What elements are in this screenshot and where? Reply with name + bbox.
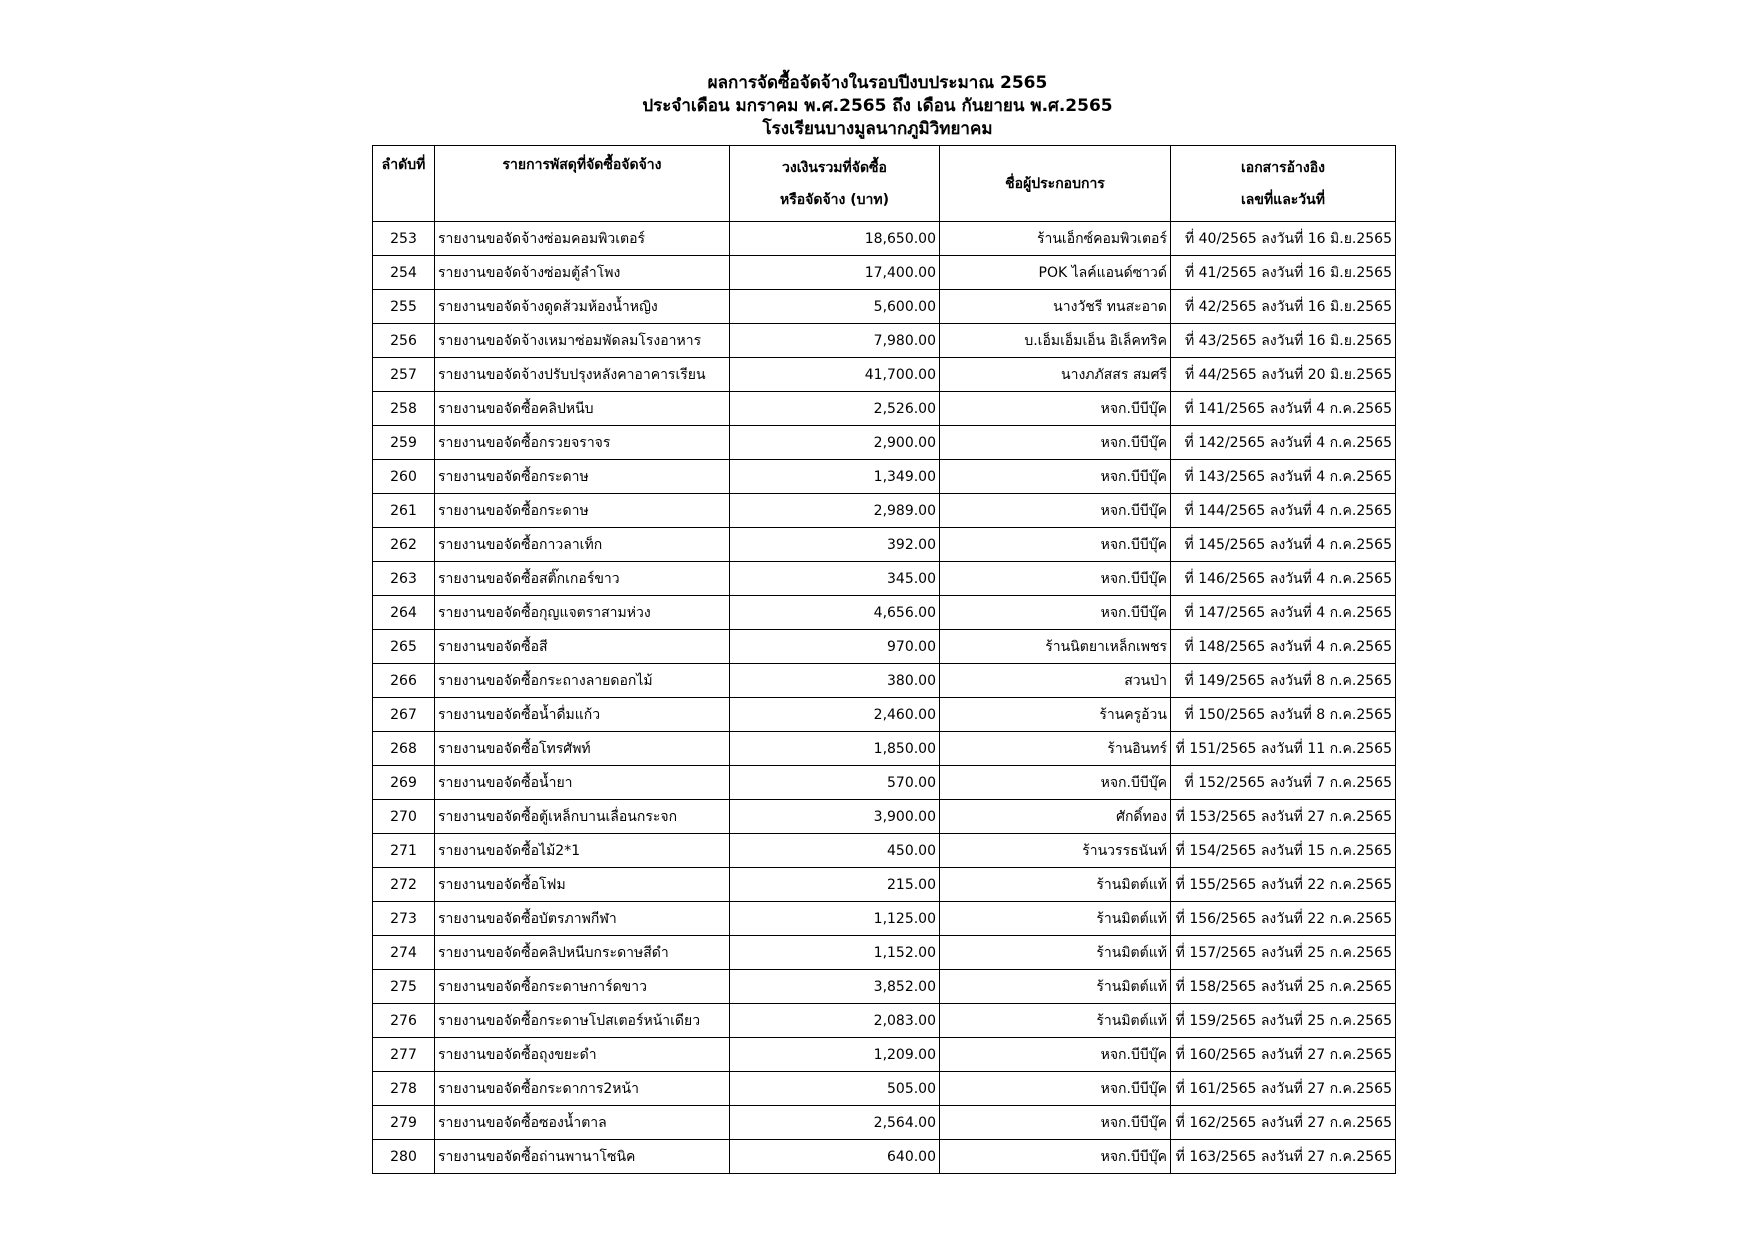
cell-vendor: นางวัชรี ทนสะอาด: [940, 290, 1171, 324]
table-row: [373, 494, 1396, 528]
cell-amount: 2,460.00: [730, 698, 940, 732]
table-row: [373, 1004, 1396, 1038]
cell-no: 264: [373, 596, 435, 630]
cell-no: 259: [373, 426, 435, 460]
cell-no: 272: [373, 868, 435, 902]
cell-item: รายงานขอจัดซื้อคลิปหนีบ: [435, 392, 730, 426]
table-row: [373, 732, 1396, 766]
header-no: ลำดับที่: [373, 146, 435, 222]
table-row: [373, 358, 1396, 392]
cell-item: รายงานขอจัดซื้อกรวยจราจร: [435, 426, 730, 460]
table-row: [373, 1038, 1396, 1072]
cell-item: รายงานขอจัดซื้อกระดาษการ์ดขาว: [435, 970, 730, 1004]
cell-reference: ที่ 156/2565 ลงวันที่ 22 ก.ค.2565: [1171, 902, 1396, 936]
table-row: [373, 324, 1396, 358]
cell-reference: ที่ 159/2565 ลงวันที่ 25 ก.ค.2565: [1171, 1004, 1396, 1038]
cell-reference: ที่ 148/2565 ลงวันที่ 4 ก.ค.2565: [1171, 630, 1396, 664]
header-vendor: ชื่อผู้ประกอบการ: [940, 146, 1171, 222]
cell-no: 269: [373, 766, 435, 800]
cell-no: 267: [373, 698, 435, 732]
cell-item: รายงานขอจัดซื้อกระดาษ: [435, 460, 730, 494]
cell-vendor: สวนป่า: [940, 664, 1171, 698]
cell-no: 274: [373, 936, 435, 970]
cell-reference: ที่ 151/2565 ลงวันที่ 11 ก.ค.2565: [1171, 732, 1396, 766]
cell-vendor: หจก.บีบีบุ๊ค: [940, 494, 1171, 528]
table-row: [373, 868, 1396, 902]
table-row: [373, 664, 1396, 698]
cell-reference: ที่ 162/2565 ลงวันที่ 27 ก.ค.2565: [1171, 1106, 1396, 1140]
cell-reference: ที่ 150/2565 ลงวันที่ 8 ก.ค.2565: [1171, 698, 1396, 732]
cell-item: รายงานขอจัดซื้อถ่านพานาโซนิค: [435, 1140, 730, 1174]
cell-vendor: POK ไลค์แอนด์ซาวด์: [940, 256, 1171, 290]
table-row: [373, 1072, 1396, 1106]
cell-item: รายงานขอจัดซื้อโทรศัพท์: [435, 732, 730, 766]
table-row: [373, 256, 1396, 290]
cell-reference: ที่ 160/2565 ลงวันที่ 27 ก.ค.2565: [1171, 1038, 1396, 1072]
cell-amount: 392.00: [730, 528, 940, 562]
cell-amount: 1,125.00: [730, 902, 940, 936]
cell-amount: 345.00: [730, 562, 940, 596]
cell-reference: ที่ 146/2565 ลงวันที่ 4 ก.ค.2565: [1171, 562, 1396, 596]
cell-amount: 505.00: [730, 1072, 940, 1106]
cell-amount: 2,989.00: [730, 494, 940, 528]
cell-no: 273: [373, 902, 435, 936]
cell-reference: ที่ 163/2565 ลงวันที่ 27 ก.ค.2565: [1171, 1140, 1396, 1174]
cell-no: 266: [373, 664, 435, 698]
cell-amount: 215.00: [730, 868, 940, 902]
cell-vendor: หจก.บีบีบุ๊ค: [940, 460, 1171, 494]
cell-reference: ที่ 43/2565 ลงวันที่ 16 มิ.ย.2565: [1171, 324, 1396, 358]
cell-amount: 1,850.00: [730, 732, 940, 766]
cell-amount: 7,980.00: [730, 324, 940, 358]
cell-vendor: หจก.บีบีบุ๊ค: [940, 1106, 1171, 1140]
cell-reference: ที่ 142/2565 ลงวันที่ 4 ก.ค.2565: [1171, 426, 1396, 460]
cell-vendor: หจก.บีบีบุ๊ค: [940, 426, 1171, 460]
cell-vendor: ร้านมิตต์แท้: [940, 936, 1171, 970]
table-row: [373, 596, 1396, 630]
cell-item: รายงานขอจัดซื้อกระดาการ2หน้า: [435, 1072, 730, 1106]
cell-item: รายงานขอจัดซื้อกระถางลายดอกไม้: [435, 664, 730, 698]
header-amount-line-1: วงเงินรวมที่จัดซื้อ: [782, 159, 887, 176]
cell-amount: 17,400.00: [730, 256, 940, 290]
cell-vendor: หจก.บีบีบุ๊ค: [940, 562, 1171, 596]
table-row: [373, 528, 1396, 562]
cell-vendor: นางภภัสสร สมศรี: [940, 358, 1171, 392]
cell-item: รายงานขอจัดซื้อบัตรภาพกีฬา: [435, 902, 730, 936]
cell-no: 255: [373, 290, 435, 324]
cell-vendor: ร้านมิตต์แท้: [940, 902, 1171, 936]
cell-amount: 2,083.00: [730, 1004, 940, 1038]
cell-vendor: หจก.บีบีบุ๊ค: [940, 766, 1171, 800]
cell-no: 256: [373, 324, 435, 358]
cell-reference: ที่ 157/2565 ลงวันที่ 25 ก.ค.2565: [1171, 936, 1396, 970]
cell-item: รายงานขอจัดซื้อกระดาษโปสเตอร์หน้าเดียว: [435, 1004, 730, 1038]
document-title: [0, 72, 1755, 141]
cell-amount: 1,349.00: [730, 460, 940, 494]
cell-reference: ที่ 143/2565 ลงวันที่ 4 ก.ค.2565: [1171, 460, 1396, 494]
cell-no: 270: [373, 800, 435, 834]
cell-no: 262: [373, 528, 435, 562]
cell-vendor: หจก.บีบีบุ๊ค: [940, 596, 1171, 630]
table-row: [373, 630, 1396, 664]
cell-item: รายงานขอจัดซื้อน้ำดื่มแก้ว: [435, 698, 730, 732]
cell-amount: 380.00: [730, 664, 940, 698]
table-row: [373, 1140, 1396, 1174]
table-row: [373, 392, 1396, 426]
cell-reference: ที่ 40/2565 ลงวันที่ 16 มิ.ย.2565: [1171, 222, 1396, 256]
table-row: [373, 800, 1396, 834]
cell-no: 261: [373, 494, 435, 528]
cell-amount: 4,656.00: [730, 596, 940, 630]
header-amount-line-2: หรือจัดจ้าง (บาท): [780, 191, 889, 208]
cell-item: รายงานขอจัดจ้างดูดส้วมห้องน้ำหญิง: [435, 290, 730, 324]
cell-item: รายงานขอจัดซื้อกาวลาเท็ก: [435, 528, 730, 562]
cell-amount: 41,700.00: [730, 358, 940, 392]
table-row: [373, 460, 1396, 494]
cell-item: รายงานขอจัดซื้อสี: [435, 630, 730, 664]
cell-vendor: ร้านวรรธนันท์: [940, 834, 1171, 868]
table-row: [373, 766, 1396, 800]
title-line-3: โรงเรียนบางมูลนากภูมิวิทยาคม: [762, 119, 993, 139]
cell-vendor: ร้านอินทร์: [940, 732, 1171, 766]
cell-item: รายงานขอจัดซื้อตู้เหล็กบานเลื่อนกระจก: [435, 800, 730, 834]
cell-amount: 2,900.00: [730, 426, 940, 460]
cell-amount: 970.00: [730, 630, 940, 664]
cell-reference: ที่ 141/2565 ลงวันที่ 4 ก.ค.2565: [1171, 392, 1396, 426]
cell-item: รายงานขอจัดจ้างซ่อมตู้ลำโพง: [435, 256, 730, 290]
cell-item: รายงานขอจัดซื้อถุงขยะดำ: [435, 1038, 730, 1072]
table-row: [373, 290, 1396, 324]
cell-reference: ที่ 44/2565 ลงวันที่ 20 มิ.ย.2565: [1171, 358, 1396, 392]
cell-vendor: ร้านมิตต์แท้: [940, 868, 1171, 902]
cell-no: 265: [373, 630, 435, 664]
cell-reference: ที่ 153/2565 ลงวันที่ 27 ก.ค.2565: [1171, 800, 1396, 834]
table-body: [373, 222, 1396, 1174]
cell-item: รายงานขอจัดจ้างซ่อมคอมพิวเตอร์: [435, 222, 730, 256]
table-row: [373, 1106, 1396, 1140]
header-ref: [1171, 146, 1396, 222]
cell-vendor: ร้านครูอ้วน: [940, 698, 1171, 732]
cell-reference: ที่ 155/2565 ลงวันที่ 22 ก.ค.2565: [1171, 868, 1396, 902]
cell-vendor: ศักดิ์ทอง: [940, 800, 1171, 834]
cell-no: 278: [373, 1072, 435, 1106]
cell-item: รายงานขอจัดจ้างเหมาซ่อมพัดลมโรงอาหาร: [435, 324, 730, 358]
title-line-2: ประจำเดือน มกราคม พ.ศ.2565 ถึง เดือน กันยายน พ.ศ.2565: [642, 96, 1113, 116]
table-row: [373, 970, 1396, 1004]
cell-item: รายงานขอจัดซื้อกุญแจตราสามห่วง: [435, 596, 730, 630]
cell-vendor: ร้านมิตต์แท้: [940, 970, 1171, 1004]
cell-reference: ที่ 41/2565 ลงวันที่ 16 มิ.ย.2565: [1171, 256, 1396, 290]
cell-amount: 640.00: [730, 1140, 940, 1174]
cell-reference: ที่ 161/2565 ลงวันที่ 27 ก.ค.2565: [1171, 1072, 1396, 1106]
table-row: [373, 902, 1396, 936]
cell-vendor: หจก.บีบีบุ๊ค: [940, 392, 1171, 426]
cell-amount: 450.00: [730, 834, 940, 868]
header-ref-line-1: เอกสารอ้างอิง: [1241, 159, 1325, 176]
table-row: [373, 426, 1396, 460]
cell-reference: ที่ 147/2565 ลงวันที่ 4 ก.ค.2565: [1171, 596, 1396, 630]
cell-amount: 1,152.00: [730, 936, 940, 970]
cell-reference: ที่ 158/2565 ลงวันที่ 25 ก.ค.2565: [1171, 970, 1396, 1004]
cell-vendor: หจก.บีบีบุ๊ค: [940, 1038, 1171, 1072]
header-ref-line-2: เลขที่และวันที่: [1241, 191, 1325, 208]
procurement-table: [372, 145, 1396, 1174]
cell-amount: 18,650.00: [730, 222, 940, 256]
cell-no: 254: [373, 256, 435, 290]
cell-no: 277: [373, 1038, 435, 1072]
table-row: [373, 936, 1396, 970]
cell-amount: 570.00: [730, 766, 940, 800]
cell-no: 268: [373, 732, 435, 766]
cell-item: รายงานขอจัดซื้อคลิปหนีบกระดาษสีดำ: [435, 936, 730, 970]
table-row: [373, 698, 1396, 732]
cell-vendor: ร้านนิตยาเหล็กเพชร: [940, 630, 1171, 664]
cell-vendor: หจก.บีบีบุ๊ค: [940, 528, 1171, 562]
cell-amount: 5,600.00: [730, 290, 940, 324]
cell-no: 276: [373, 1004, 435, 1038]
cell-item: รายงานขอจัดจ้างปรับปรุงหลังคาอาคารเรียน: [435, 358, 730, 392]
cell-no: 258: [373, 392, 435, 426]
cell-amount: 2,526.00: [730, 392, 940, 426]
cell-no: 257: [373, 358, 435, 392]
table-row: [373, 222, 1396, 256]
cell-no: 271: [373, 834, 435, 868]
cell-amount: 2,564.00: [730, 1106, 940, 1140]
header-amount: [730, 146, 940, 222]
cell-vendor: หจก.บีบีบุ๊ค: [940, 1072, 1171, 1106]
cell-no: 275: [373, 970, 435, 1004]
cell-no: 260: [373, 460, 435, 494]
table-row: [373, 562, 1396, 596]
cell-reference: ที่ 144/2565 ลงวันที่ 4 ก.ค.2565: [1171, 494, 1396, 528]
cell-reference: ที่ 149/2565 ลงวันที่ 8 ก.ค.2565: [1171, 664, 1396, 698]
cell-item: รายงานขอจัดซื้อสติ๊กเกอร์ขาว: [435, 562, 730, 596]
cell-item: รายงานขอจัดซื้อกระดาษ: [435, 494, 730, 528]
cell-amount: 3,900.00: [730, 800, 940, 834]
cell-vendor: หจก.บีบีบุ๊ค: [940, 1140, 1171, 1174]
cell-item: รายงานขอจัดซื้อน้ำยา: [435, 766, 730, 800]
cell-no: 263: [373, 562, 435, 596]
cell-vendor: ร้านเอ็กซ์คอมพิวเตอร์: [940, 222, 1171, 256]
cell-item: รายงานขอจัดซื้อซองน้ำตาล: [435, 1106, 730, 1140]
cell-amount: 3,852.00: [730, 970, 940, 1004]
cell-reference: ที่ 42/2565 ลงวันที่ 16 มิ.ย.2565: [1171, 290, 1396, 324]
cell-reference: ที่ 145/2565 ลงวันที่ 4 ก.ค.2565: [1171, 528, 1396, 562]
cell-vendor: บ.เอ็มเอ็มเอ็น อิเล็คทริค: [940, 324, 1171, 358]
cell-item: รายงานขอจัดซื้อไม้2*1: [435, 834, 730, 868]
title-line-1: ผลการจัดซื้อจัดจ้างในรอบปีงบประมาณ 2565: [707, 73, 1048, 93]
table-row: [373, 834, 1396, 868]
cell-no: 280: [373, 1140, 435, 1174]
cell-no: 253: [373, 222, 435, 256]
cell-reference: ที่ 152/2565 ลงวันที่ 7 ก.ค.2565: [1171, 766, 1396, 800]
header-item: รายการพัสดุที่จัดซื้อจัดจ้าง: [435, 146, 730, 222]
header-row: [373, 146, 1396, 222]
cell-reference: ที่ 154/2565 ลงวันที่ 15 ก.ค.2565: [1171, 834, 1396, 868]
cell-no: 279: [373, 1106, 435, 1140]
cell-vendor: ร้านมิตต์แท้: [940, 1004, 1171, 1038]
cell-item: รายงานขอจัดซื้อโฟม: [435, 868, 730, 902]
cell-amount: 1,209.00: [730, 1038, 940, 1072]
